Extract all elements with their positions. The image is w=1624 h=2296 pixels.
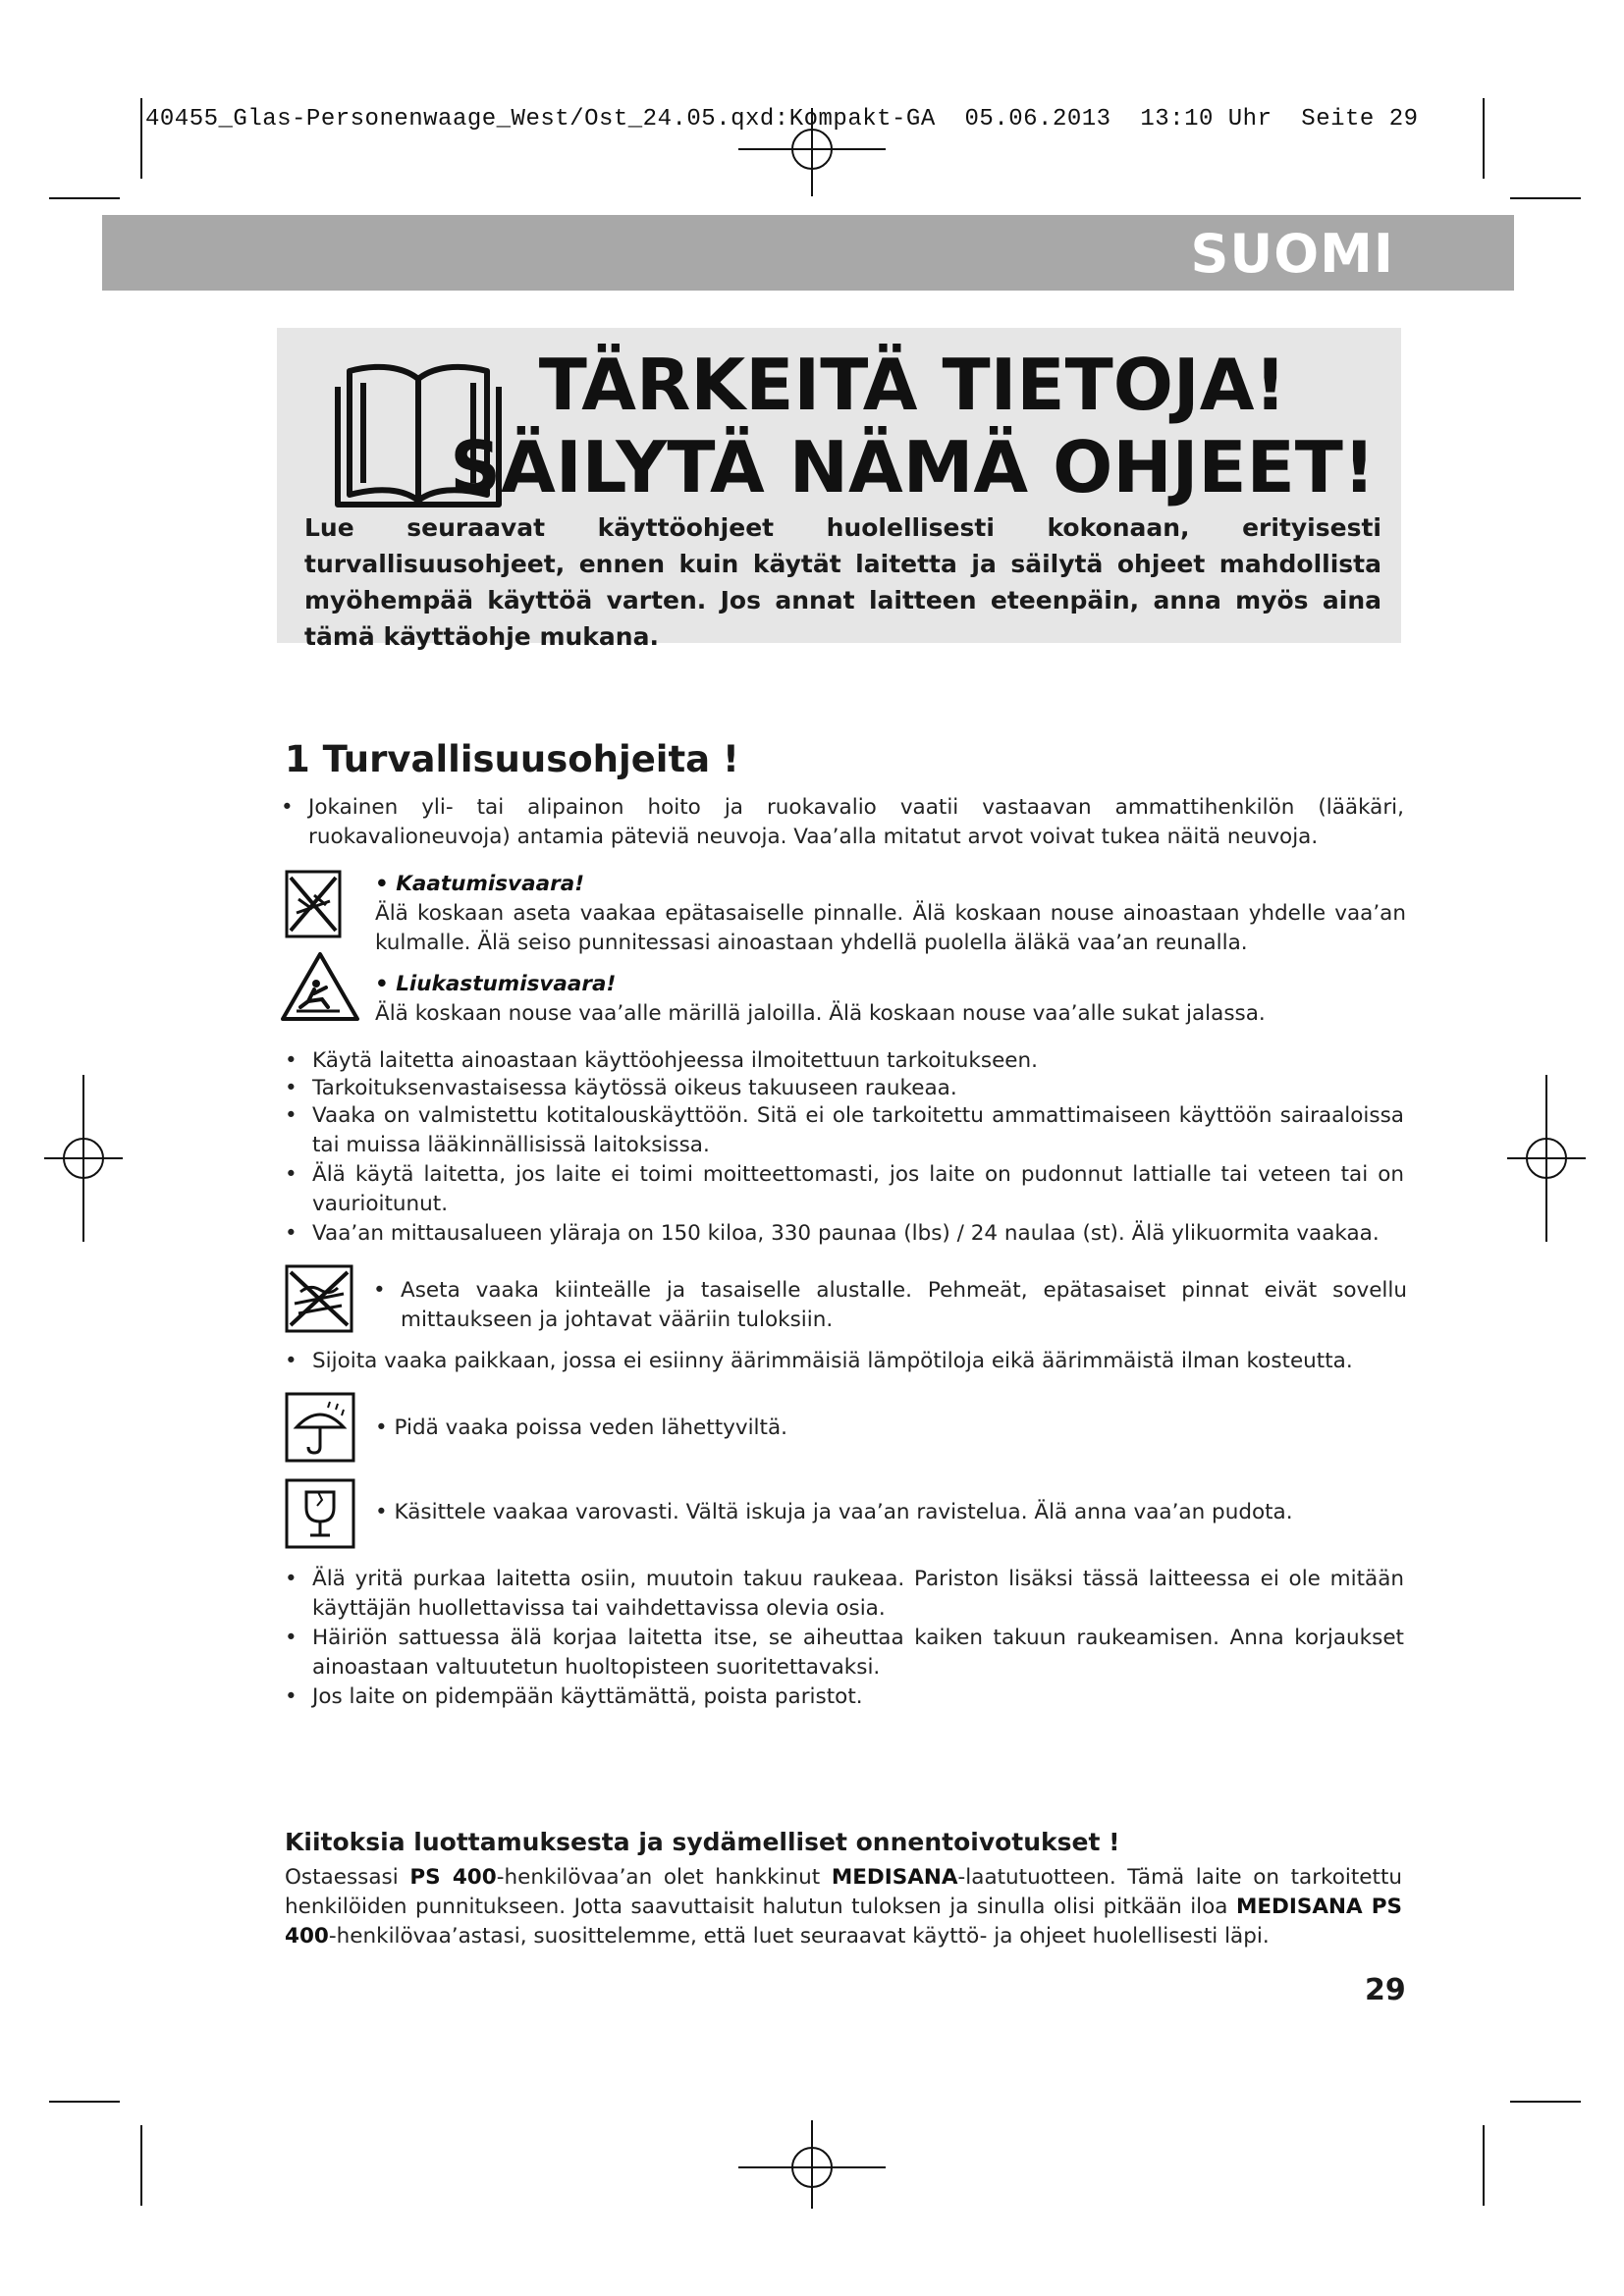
registration-mark-bottom [738,2120,886,2209]
crop-mark [1483,2125,1485,2206]
keep-dry-icon [285,1392,355,1463]
important-notice-box [277,328,1401,651]
warning-slip-text: Älä koskaan nouse vaa’alle märillä jaloilla. Älä koskaan nouse vaa’alle sukat jalassa. [375,1001,1266,1026]
bullet-item: • Jos laite on pidempään käyttämättä, poista paristot. [285,1684,863,1709]
crop-mark [140,98,142,179]
warning-tipping-title: • Kaatumisvaara! [375,872,585,896]
warning-slip-title: • Liukastumisvaara! [375,972,617,996]
bullet-item: • Sijoita vaaka paikkaan, jossa ei esiinny äärimmäisiä lämpötiloja eikä äärimmäistä ilman kosteutta. [285,1349,1353,1373]
notice-title-line1: TÄRKEITÄ TIETOJA! [538,344,1287,426]
no-tipping-icon [285,870,342,938]
bullet-surface: • Aseta vaaka kiinteälle ja tasaiselle alustalle. Pehmeät, epätasaiset pinnat eivät sovellu mittaukseen ja johtavat vääriin tuloksiin. [373,1278,1407,1332]
bullet-item: • Jokainen yli- tai alipainon hoito ja ruokavalio vaatii vastaavan ammattihenkilön (lääkäri, ruokavalioneuvoja) antamia päteviä neuvoja. Vaa’alla mitatut arvot voivat tukea näitä neuvoja. [281,795,1404,849]
warning-tipping-text: Älä koskaan aseta vaakaa epätasaiselle pinnalle. Älä koskaan nouse ainoastaan yhdelle vaa’an kulmalle. Älä seiso punnitessasi ainoastaan yhdellä puolella äläkä vaa’an reunalla. [375,901,1406,955]
notice-title-line2: SÄILYTÄ NÄMÄ OHJEET! [450,426,1376,508]
fragile-text: • Käsittele vaakaa varovasti. Vältä iskuja ja vaa’an ravistelua. Älä anna vaa’an pudota. [375,1500,1293,1524]
notice-text: Lue seuraavat käyttöohjeet huolellisesti kokonaan, erityisesti turvallisuusohjeet, ennen kuin käytät laitetta ja säilytä ohjeet mahdollista myöhempää käyttöä varten. Jos annat laitteen eteenpäin, anna myös aina tämä käyttäohje mukana. [304,513,1381,651]
bullet-item: • Vaa’an mittausalueen yläraja on 150 kiloa, 330 paunaa (lbs) / 24 naulaa (st). Älä ylikuormita vaakaa. [285,1221,1380,1246]
keep-dry-text: • Pidä vaaka poissa veden lähettyviltä. [375,1415,787,1440]
slip-warning-icon [279,950,361,1023]
crop-mark [1510,2101,1581,2103]
fragile-glass-icon [285,1478,355,1549]
crop-mark [49,197,120,199]
registration-mark-right [1507,1075,1586,1242]
warning-tipping [375,870,1406,958]
thanks-title: Kiitoksia luottamuksesta ja sydämelliset onnentoivotukset ! [285,1828,1120,1856]
section-heading: 1 Turvallisuusohjeita ! [285,738,739,780]
registration-mark-top [738,108,886,196]
bullet-item: • Käytä laitetta ainoastaan käyttöohjeessa ilmoitettuun tarkoitukseen. [285,1048,1038,1073]
language-bar [102,215,1514,291]
page-number: 29 [1365,1973,1406,2007]
bullet-item: • Älä yritä purkaa laitetta osiin, muutoin takuu raukeaa. Pariston lisäksi tässä laitteessa ei ole mitään käyttäjän huollettavissa tai vaihdettavissa olevia osia. [285,1567,1404,1621]
thanks-text: Ostaessasi PS 400-henkilövaa’an olet hankkinut MEDISANA-laatutuotteen. Tämä laite on tarkoitettu henkilöiden punnitukseen. Jotta saavuttaisit halutun tuloksen ja sinulla olisi pitkään iloa MEDISANA PS 400-henkilövaa’astasi, suosittelemme, että luet seuraavat käyttö- ja ohjeet huolellisesti läpi. [285,1865,1402,1949]
no-uneven-surface-icon [285,1264,353,1333]
crop-mark [49,2101,120,2103]
bullet-item: • Älä käytä laitetta, jos laite ei toimi moitteettomasti, jos laite on pudonnut lattialle tai veteen tai on vaurioitunut. [285,1162,1404,1216]
bullet-item: • Häiriön sattuessa älä korjaa laitetta itse, se aiheuttaa kaiken takuun raukeamisen. Anna korjaukset ainoastaan valtuutetun huoltopisteen suoritettavaksi. [285,1626,1404,1680]
crop-mark [1510,197,1581,199]
print-slug: 40455_Glas-Personenwaage_West/Ost_24.05.qxd:Kompakt-GA 05.06.2013 13:10 Uhr Seite 29 [145,106,1419,133]
bullet-item: • Vaaka on valmistettu kotitalouskäyttöön. Sitä ei ole tarkoitettu ammattimaiseen käyttöön sairaaloissa tai muissa lääkinnällisissä laitoksissa. [285,1103,1404,1157]
warning-slip [375,970,1406,1029]
language-label: SUOMI [1190,223,1394,285]
crop-mark [140,2125,142,2206]
crop-mark [1483,98,1485,179]
bullet-item: • Tarkoituksenvastaisessa käytössä oikeus takuuseen raukeaa. [285,1076,957,1100]
registration-mark-left [44,1075,123,1242]
